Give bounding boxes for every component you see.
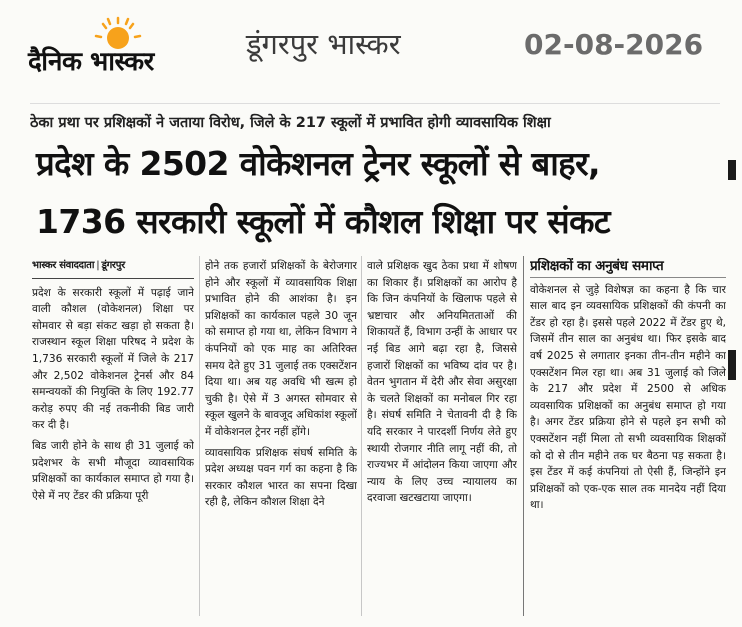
- edition-date: 02-08-2026: [524, 28, 704, 61]
- column-divider: [361, 256, 362, 616]
- byline-place: डूंगरपुर: [101, 260, 125, 271]
- column-2-paragraph: होने तक हजारों प्रशिक्षकों के बेरोजगार होने और स्कूलों में व्यावसायिक शिक्षा प्रभावित होने की आशंका है। इन प्रशिक्षकों का कार्यकाल पहले 30 जून को समाप्त हो गया था, लेकिन विभाग ने कंपनियों को एक माह का अतिरिक्त समय देते हुए 31 जुलाई तक एक्सटेंशन दिया था। अब यह अवधि भी खत्म हो चुकी है। ऐसे में 3 अगस्त सोमवार से स्कूल खुलने के बावजूद अधिकांश स्कूलों में वोकेशनल ट्रेनर नहीं होंगे।: [205, 260, 357, 438]
- section-subhead: प्रशिक्षकों का अनुबंध समाप्त: [530, 258, 726, 278]
- byline: भास्कर संवाददाता | डूंगरपुर: [32, 258, 194, 279]
- column-4-paragraph: वोकेशनल से जुड़े विशेषज्ञ का कहना है कि चार साल बाद इन व्यवसायिक प्रशिक्षकों की कंपनी का टेंडर हो रहा है। इससे पहले 2022 में टेंडर हुए थे, जिसमें तीन साल का अनुबंध था। फिर इसके बाद वर्ष 2025 से लगातार इनका तीन-तीन महीने का एक्सटेंशन मिल रहा था। अब 31 जुलाई को जिले के 217 और प्रदेश में 2500 से अधिक व्यवसायिक प्रशिक्षकों का अनुबंध समाप्त हो गया है। अगर टेंडर प्रक्रिया होने से पहले इन सभी को एक्सटेंशन नहीं मिला तो सभी व्यवसायिक शिक्षकों को दो से तीन महीने तक घर बैठना पड़ सकता है। इस टेंडर में कई कंपनियां तो ऐसी हैं, जिन्होंने इन प्रशिक्षकों को एक-एक साल तक मानदेय नहीं दिया था।: [530, 283, 726, 512]
- margin-mark: [728, 350, 736, 380]
- column-3-paragraph: वाले प्रशिक्षक खुद ठेका प्रथा में शोषण का शिकार हैं। प्रशिक्षकों का आरोप है कि जिन कंपनियों के खिलाफ पहले से भ्रष्टाचार और अनियमितताओं की शिकायतें हैं, विभाग उन्हीं के आधार पर नई बिड आगे बढ़ा रहा है, जिससे हजारों शिक्षकों का भविष्य दांव पर है। वेतन भुगतान में देरी और सेवा असुरक्षा के चलते शिक्षकों का मनोबल गिर रहा है। संघर्ष समिति ने चेतावनी दी है कि यदि सरकार ने पारदर्शी निर्णय लेते हुए स्थायी रोजगार नीति लागू नहीं की, तो राज्यभर में आंदोलन किया जाएगा और न्याय के लिए उच्च न्यायालय का दरवाजा खटखटाया जाएगा।: [367, 260, 517, 505]
- column-divider: [523, 256, 524, 616]
- top-divider: [30, 103, 720, 104]
- column-divider: [199, 256, 200, 616]
- column-1-paragraph: प्रदेश के सरकारी स्कूलों में पढ़ाई जाने वाली कौशल (वोकेशनल) शिक्षा पर सोमवार से बड़ा संकट खड़ा हो सकता है। राजस्थान स्कूल शिक्षा परिषद ने प्रदेश के 1,736 सरकारी स्कूलों में जिले के 217 और 2,502 वोकेशनल ट्रेनर्स और 84 समन्वयकों की नियुक्ति के लिए 192.77 करोड़ रुपए की नई तकनीकी बिड जारी कर दी है।: [32, 286, 194, 432]
- newspaper-logo: [28, 16, 203, 78]
- margin-mark: [728, 160, 736, 180]
- article-column-3: [367, 258, 517, 620]
- article-column-1: [32, 258, 194, 620]
- article-column-2: [205, 258, 357, 620]
- headline-line-2: 1736 सरकारी स्कूलों में कौशल शिक्षा पर संकट: [36, 202, 610, 241]
- article-kicker: ठेका प्रथा पर प्रशिक्षकों ने जताया विरोध, जिले के 217 स्कूलों में प्रभावित होगी व्यावसायिक शिक्षा: [30, 115, 551, 131]
- column-1-paragraph: बिड जारी होने के साथ ही 31 जुलाई को प्रदेशभर के सभी मौजूदा व्यावसायिक प्रशिक्षकों का कार्यकाल समाप्त हो गया है। ऐसे में नए टेंडर की प्रक्रिया पूरी: [32, 439, 194, 502]
- headline-line-1: प्रदेश के 2502 वोकेशनल ट्रेनर स्कूलों से बाहर,: [36, 144, 600, 183]
- logo-wordmark: दैनिक भास्कर: [28, 47, 154, 77]
- edition-name: डूंगरपुर भास्कर: [246, 27, 401, 61]
- byline-source: भास्कर संवाददाता: [32, 260, 95, 271]
- article-column-4: [530, 258, 726, 620]
- masthead: [0, 0, 742, 92]
- column-2-paragraph: व्यावसायिक प्रशिक्षक संघर्ष समिति के प्रदेश अध्यक्ष पवन गर्ग का कहना है कि सरकार कौशल भारत का सपना दिखा रही है, लेकिन कौशल शिक्षा देने: [205, 446, 357, 509]
